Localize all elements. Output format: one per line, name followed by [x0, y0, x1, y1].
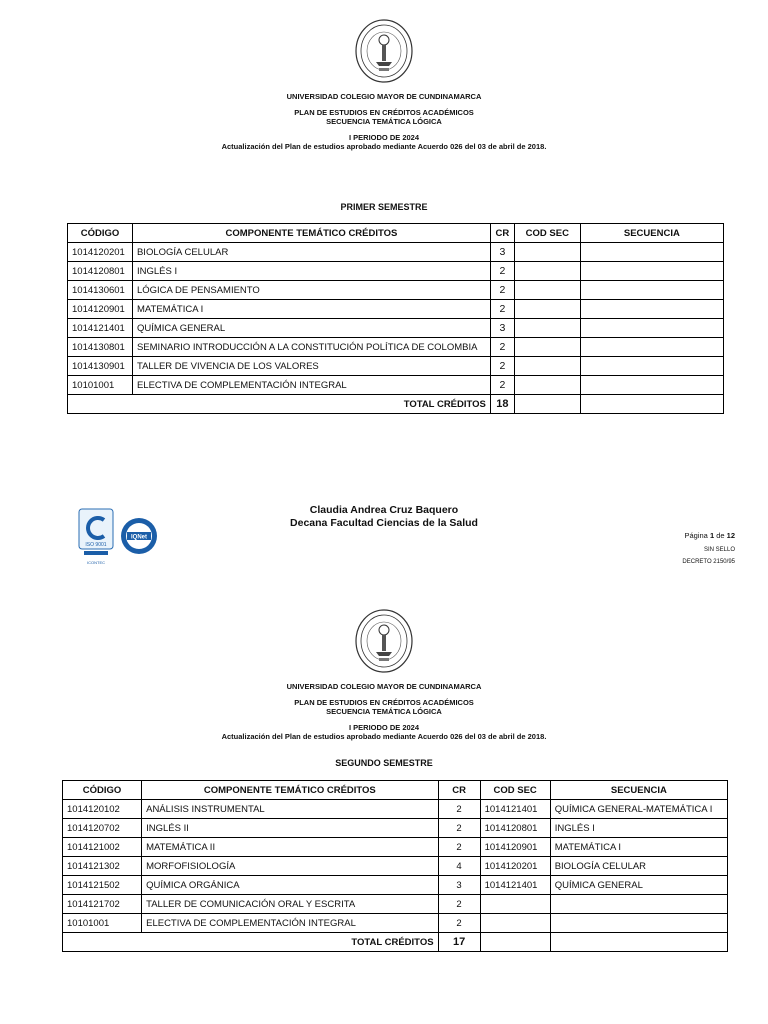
course-code-cell: 10101001	[63, 914, 142, 933]
prerequisite-code-cell	[514, 243, 580, 262]
page-indicator	[682, 530, 735, 542]
prerequisite-name-cell	[580, 281, 723, 300]
column-header-cod-sec: COD SEC	[514, 224, 580, 243]
course-code-cell: 10101001	[68, 376, 133, 395]
prerequisite-code-cell	[514, 319, 580, 338]
credits-cell: 2	[490, 338, 514, 357]
prerequisite-code-cell	[480, 895, 550, 914]
of-word: de	[716, 531, 725, 540]
credits-cell: 3	[438, 876, 480, 895]
page-footer-info	[682, 530, 735, 568]
certification-logos	[78, 508, 114, 573]
course-code-cell: 1014120801	[68, 262, 133, 281]
seal-note: SIN SELLO	[703, 547, 735, 553]
sequence-title: SECUENCIA TEMÁTICA LÓGICA	[326, 117, 442, 126]
course-name-cell: LÓGICA DE PENSAMIENTO	[132, 281, 490, 300]
prerequisite-name-cell	[580, 243, 723, 262]
table-row	[68, 357, 724, 376]
table-row	[68, 338, 724, 357]
table-row	[63, 857, 728, 876]
course-code-cell: 1014130801	[68, 338, 133, 357]
column-header-sequence: SECUENCIA	[550, 781, 727, 800]
course-name-cell: ANÁLISIS INSTRUMENTAL	[142, 800, 438, 819]
total-label: TOTAL CRÉDITOS	[68, 395, 491, 414]
course-code-cell: 1014120201	[68, 243, 133, 262]
prerequisite-code-cell	[514, 376, 580, 395]
credits-cell: 2	[438, 838, 480, 857]
svg-text:IQNet: IQNet	[130, 534, 148, 541]
table-row	[63, 819, 728, 838]
prerequisite-code-cell	[514, 281, 580, 300]
table-row	[68, 300, 724, 319]
course-name-cell: QUÍMICA GENERAL	[132, 319, 490, 338]
course-code-cell: 1014121302	[63, 857, 142, 876]
column-header-cr: CR	[490, 224, 514, 243]
decree-note: DECRETO 2150/95	[682, 559, 735, 565]
table-header-row	[68, 224, 724, 243]
course-name-cell: INGLÉS I	[132, 262, 490, 281]
prerequisite-code-cell: 1014121401	[480, 800, 550, 819]
university-name: UNIVERSIDAD COLEGIO MAYOR DE CUNDINAMARCA	[286, 682, 482, 691]
table-row	[63, 895, 728, 914]
prerequisite-name-cell: BIOLOGÍA CELULAR	[550, 857, 727, 876]
university-name: UNIVERSIDAD COLEGIO MAYOR DE CUNDINAMARCA	[286, 92, 482, 101]
course-code-cell: 1014120102	[63, 800, 142, 819]
course-code-cell: 1014121002	[63, 838, 142, 857]
total-row	[68, 395, 724, 414]
course-name-cell: TALLER DE COMUNICACIÓN ORAL Y ESCRITA	[142, 895, 438, 914]
column-header-code: CÓDIGO	[68, 224, 133, 243]
credits-cell: 2	[438, 800, 480, 819]
column-header-code: CÓDIGO	[63, 781, 142, 800]
table-row	[68, 243, 724, 262]
prerequisite-name-cell: QUÍMICA GENERAL-MATEMÁTICA I	[550, 800, 727, 819]
credits-cell: 2	[490, 376, 514, 395]
prerequisite-name-cell	[580, 376, 723, 395]
document-header	[0, 18, 768, 152]
table-row	[68, 376, 724, 395]
iqnet-logo-wrap	[120, 517, 158, 560]
course-name-cell: TALLER DE VIVENCIA DE LOS VALORES	[132, 357, 490, 376]
course-name-cell: INGLÉS II	[142, 819, 438, 838]
university-seal-logo	[354, 608, 414, 674]
prerequisite-name-cell	[580, 262, 723, 281]
column-header-cod-sec: COD SEC	[480, 781, 550, 800]
table-row	[68, 281, 724, 300]
update-note: Actualización del Plan de estudios aprobado mediante Acuerdo 026 del 03 de abril de 2018.	[221, 142, 547, 151]
total-value: 17	[438, 933, 480, 952]
course-code-cell: 1014121502	[63, 876, 142, 895]
page-word: Página	[684, 531, 708, 540]
svg-text:ISO 9001: ISO 9001	[85, 542, 107, 548]
signature-block	[0, 504, 768, 530]
empty-cell	[480, 933, 550, 952]
signatory-role: Decana Facultad Ciencias de la Salud	[290, 517, 478, 529]
plan-title: PLAN DE ESTUDIOS EN CRÉDITOS ACADÉMICOS	[294, 107, 474, 117]
course-name-cell: ELECTIVA DE COMPLEMENTACIÓN INTEGRAL	[132, 376, 490, 395]
table-row	[63, 838, 728, 857]
empty-cell	[514, 395, 580, 414]
empty-cell	[580, 395, 723, 414]
prerequisite-name-cell	[580, 338, 723, 357]
table-row	[63, 914, 728, 933]
period-label: I PERIODO DE 2024	[348, 722, 420, 732]
page-total: 12	[726, 531, 735, 540]
table-row	[68, 262, 724, 281]
table-row	[68, 319, 724, 338]
credits-cell: 4	[438, 857, 480, 876]
empty-cell	[550, 933, 727, 952]
prerequisite-code-cell	[514, 300, 580, 319]
column-header-component: COMPONENTE TEMÁTICO CRÉDITOS	[142, 781, 438, 800]
course-name-cell: BIOLOGÍA CELULAR	[132, 243, 490, 262]
credits-cell: 2	[438, 895, 480, 914]
course-name-cell: MATEMÁTICA II	[142, 838, 438, 857]
course-code-cell: 1014120901	[68, 300, 133, 319]
course-name-cell: MORFOFISIOLOGÍA	[142, 857, 438, 876]
page-number: 1	[709, 531, 715, 540]
iqnet-logo	[120, 517, 158, 555]
prerequisite-name-cell: INGLÉS I	[550, 819, 727, 838]
prerequisite-code-cell: 1014120801	[480, 819, 550, 838]
credits-cell: 2	[438, 914, 480, 933]
total-value: 18	[490, 395, 514, 414]
semester-1-title: PRIMER SEMESTRE	[340, 202, 428, 212]
prerequisite-name-cell	[580, 357, 723, 376]
course-name-cell: ELECTIVA DE COMPLEMENTACIÓN INTEGRAL	[142, 914, 438, 933]
prerequisite-name-cell	[550, 914, 727, 933]
course-code-cell: 1014130901	[68, 357, 133, 376]
prerequisite-code-cell	[514, 262, 580, 281]
course-name-cell: SEMINARIO INTRODUCCIÓN A LA CONSTITUCIÓN POLÍTICA DE COLOMBIA	[132, 338, 490, 357]
course-name-cell: MATEMÁTICA I	[132, 300, 490, 319]
prerequisite-name-cell	[550, 895, 727, 914]
credits-cell: 3	[490, 243, 514, 262]
course-code-cell: 1014120702	[63, 819, 142, 838]
column-header-cr: CR	[438, 781, 480, 800]
prerequisite-code-cell: 1014120201	[480, 857, 550, 876]
sequence-title: SECUENCIA TEMÁTICA LÓGICA	[326, 707, 442, 716]
svg-text:ICONTEC: ICONTEC	[87, 560, 105, 565]
table-row	[63, 876, 728, 895]
plan-title: PLAN DE ESTUDIOS EN CRÉDITOS ACADÉMICOS	[294, 697, 474, 707]
semester-2-table	[62, 780, 728, 952]
credits-cell: 2	[490, 262, 514, 281]
prerequisite-code-cell: 1014120901	[480, 838, 550, 857]
credits-cell: 2	[490, 281, 514, 300]
prerequisite-code-cell: 1014121401	[480, 876, 550, 895]
course-code-cell: 1014130601	[68, 281, 133, 300]
prerequisite-name-cell: MATEMÁTICA I	[550, 838, 727, 857]
course-code-cell: 1014121401	[68, 319, 133, 338]
column-header-sequence: SECUENCIA	[580, 224, 723, 243]
document-header-2	[0, 608, 768, 742]
university-seal-logo	[354, 18, 414, 84]
prerequisite-code-cell	[514, 338, 580, 357]
period-label: I PERIODO DE 2024	[348, 132, 420, 142]
table-row	[63, 800, 728, 819]
icontec-iso-logo	[78, 508, 114, 568]
column-header-component: COMPONENTE TEMÁTICO CRÉDITOS	[132, 224, 490, 243]
semester-2-title: SEGUNDO SEMESTRE	[335, 758, 433, 768]
signatory-name: Claudia Andrea Cruz Baquero	[309, 504, 459, 516]
credits-cell: 3	[490, 319, 514, 338]
prerequisite-name-cell	[580, 300, 723, 319]
credits-cell: 2	[490, 357, 514, 376]
prerequisite-code-cell	[480, 914, 550, 933]
prerequisite-name-cell	[580, 319, 723, 338]
prerequisite-name-cell: QUÍMICA GENERAL	[550, 876, 727, 895]
semester-1-table	[67, 223, 724, 414]
table-header-row	[63, 781, 728, 800]
credits-cell: 2	[438, 819, 480, 838]
update-note: Actualización del Plan de estudios aprobado mediante Acuerdo 026 del 03 de abril de 2018.	[221, 732, 547, 741]
total-row	[63, 933, 728, 952]
course-code-cell: 1014121702	[63, 895, 142, 914]
credits-cell: 2	[490, 300, 514, 319]
prerequisite-code-cell	[514, 357, 580, 376]
total-label: TOTAL CRÉDITOS	[63, 933, 439, 952]
course-name-cell: QUÍMICA ORGÁNICA	[142, 876, 438, 895]
